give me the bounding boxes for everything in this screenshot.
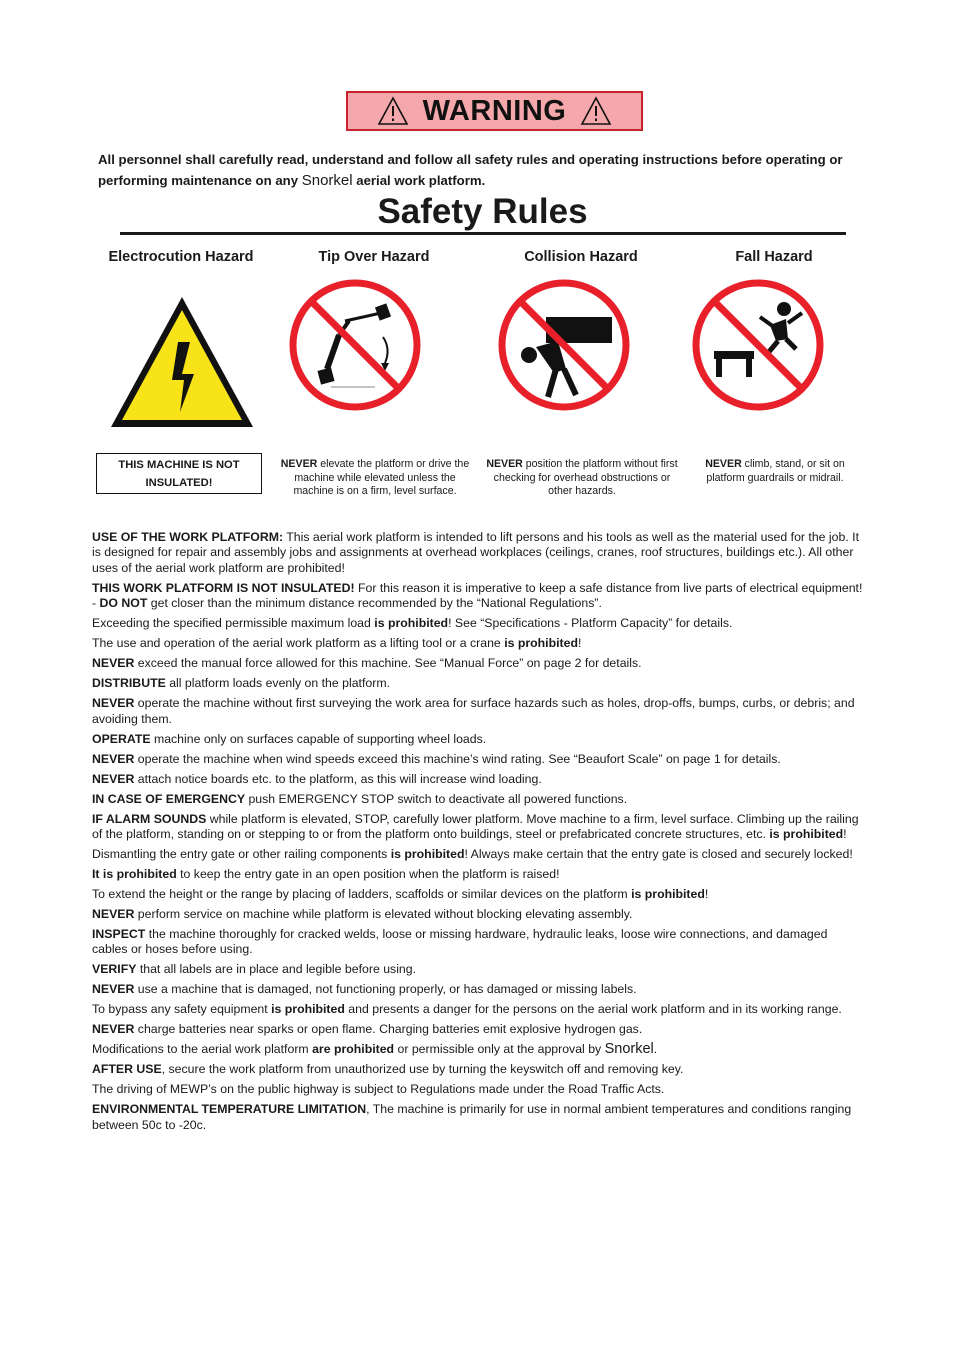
electrocution-warning-icon [108,294,256,430]
caption-text: climb, stand, or sit on platform guardrails or midrail. [706,458,845,484]
rule-item [92,1002,866,1017]
rule-item [92,530,866,576]
page-title: Safety Rules [377,192,588,231]
caption-collision [484,458,680,499]
rule-item [92,867,866,882]
rule-item [92,616,866,631]
rule-item [92,676,866,691]
rule-text: This aerial work platform is intended to lift persons and his tools as well as the material used for the job. It is designed for repair and assembly jobs and assignments at overhead workplaces (ceilings, cranes, roof structures, buildings etc.). All other uses of the aerial work platform are prohibited! [92,530,860,575]
caption-text: elevate the platform or drive the machine while elevated unless the machine is on a firm, level surface. [293,458,470,498]
warning-triangle-icon [377,96,409,126]
rule-text: attach notice boards etc. to the platform, as this will increase wind loading. [134,771,542,786]
fall-prohibited-icon [690,277,826,413]
rule-lead: VERIFY [92,962,137,977]
rule-text: . [653,1042,658,1057]
rule-text: For this reason it is imperative to keep a safe distance from live parts of electrical equipment! - [92,580,863,611]
rule-item [92,1022,866,1037]
rule-lead: NEVER [92,1022,135,1037]
intro-paragraph [98,149,858,191]
rule-text: operate the machine when wind speeds exceed this machine’s wind rating. See “Beaufort Scale” on page 1 for details. [134,751,781,766]
rule-item [92,847,866,862]
rule-text: To bypass any safety equipment [92,1002,272,1017]
caption-text: position the platform without first checking for overhead obstructions or other hazards. [493,458,678,498]
rule-text: ! [704,887,709,902]
rule-lead: OPERATE [92,731,151,746]
rule-text: and presents a danger for the persons on the aerial work platform and in its working range. [344,1002,842,1017]
rule-item [92,812,866,843]
rule-emphasis: DO NOT [99,596,148,611]
rule-lead: THIS WORK PLATFORM IS NOT INSULATED! [92,580,355,595]
caption-emphasis: NEVER [280,458,318,470]
rule-item [92,887,866,902]
rule-item [92,1082,866,1097]
rule-text: exceed the manual force allowed for this machine. See “Manual Force” on page 2 for details. [134,656,642,671]
rule-text: to keep the entry gate in an open position when the platform is raised! [176,867,560,882]
rule-item [92,696,866,727]
rule-lead: AFTER USE [92,1062,162,1077]
rule-text: get closer than the minimum distance recommended by the “National Regulations”. [147,596,602,611]
rule-text: all platform loads evenly on the platform. [165,676,390,691]
rule-lead: NEVER [92,751,135,766]
rule-item [92,927,866,958]
rule-lead: USE OF THE WORK PLATFORM: [92,530,284,544]
rule-text: machine only on surfaces capable of supporting wheel loads. [150,731,487,746]
safety-rules-list [92,530,866,1138]
not-insulated-notice: THIS MACHINE IS NOT INSULATED! [96,453,262,494]
rule-item [92,772,866,787]
rule-text: ! Always make certain that the entry gate is closed and securely locked! [464,847,853,862]
rule-item [92,1102,866,1133]
rule-item [92,656,866,671]
warning-banner [346,91,643,131]
caption-emphasis: NEVER [486,458,523,470]
rule-lead: It is prohibited [92,867,177,882]
rule-item [92,982,866,997]
rule-lead: NEVER [92,907,135,922]
rule-text: Modifications to the aerial work platform [92,1042,313,1057]
rule-text: ! [577,636,582,651]
rule-lead: IN CASE OF EMERGENCY [92,791,246,806]
rule-text: the machine thoroughly for cracked welds, loose or missing hardware, hydraulic leaks, loose wire connections, and damaged cables or hoses before using. [92,927,828,957]
caption-tip-over [278,458,472,499]
rule-text: operate the machine without first surveying the work area for surface hazards such as holes, drop-offs, bumps, curbs, or debris; and avoiding them. [92,696,855,726]
warning-label: WARNING [422,94,567,127]
rule-item [92,1062,866,1077]
rule-text: while platform is elevated, STOP, carefully lower platform. Move machine to a firm, level surface. Climbing up the railing of the platform, standing on or stepping to or from the platform onto buildings, steel or prefabricated concrete structures, etc. [92,811,859,842]
rule-item [92,1042,866,1057]
hazard-label-fall: Fall Hazard [735,249,813,265]
rule-lead: IF ALARM SOUNDS [92,811,207,826]
rule-text: , The machine is primarily for use in normal ambient temperatures and conditions ranging between 50c to -20c. [92,1102,852,1132]
hazard-label-collision: Collision Hazard [524,249,638,265]
tip-over-prohibited-icon [287,277,423,413]
title-divider [120,232,846,235]
warning-triangle-icon [580,96,612,126]
rule-lead: NEVER [92,771,135,786]
rule-text: or permissible only at the approval by [394,1042,605,1057]
intro-brand: Snorkel [301,172,353,189]
rule-lead: NEVER [92,982,135,997]
rule-lead: NEVER [92,656,135,671]
rule-text: that all labels are in place and legible before using. [136,962,417,977]
rule-text: ! See “Specifications - Platform Capacity” for details. [448,616,733,631]
rule-lead: DISTRIBUTE [92,676,166,691]
rule-lead: ENVIRONMENTAL TEMPERATURE LIMITATION [92,1102,367,1117]
rule-item [92,792,866,807]
rule-brand: Snorkel [604,1041,654,1058]
hazard-label-tip-over: Tip Over Hazard [318,249,430,265]
rule-emphasis: is prohibited [631,887,705,902]
caption-emphasis: NEVER [705,458,742,470]
rule-text: ! [843,827,847,842]
rule-emphasis: is prohibited [390,847,465,862]
rule-emphasis: is prohibited [374,616,449,631]
rule-item [92,907,866,922]
rule-lead: NEVER [92,696,135,711]
rule-text: The use and operation of the aerial work platform as a lifting tool or a crane [92,636,505,651]
hazard-label-electrocution: Electrocution Hazard [108,249,254,265]
rule-text: charge batteries near sparks or open flame. Charging batteries emit explosive hydrogen gas. [134,1022,643,1037]
caption-fall [694,458,856,485]
collision-prohibited-icon [496,277,632,413]
intro-text-end: aerial work platform. [352,173,486,188]
rule-item [92,636,866,651]
intro-text: All personnel shall carefully read, understand and follow all safety rules and operating instructions before operating or performing maintenance on any [98,152,843,188]
rule-text: perform service on machine while platform is elevated without blocking elevating assembly. [134,907,633,922]
rule-text: push EMERGENCY STOP switch to deactivate all powered functions. [245,791,628,806]
rule-emphasis: is prohibited [769,827,844,842]
rule-text: Exceeding the specified permissible maximum load [92,616,375,631]
rule-lead: INSPECT [92,927,146,942]
rule-item [92,752,866,767]
rule-item [92,581,866,612]
rule-text: , secure the work platform from unauthorized use by turning the keyswitch off and removing key. [161,1062,684,1077]
rule-item [92,732,866,747]
rule-emphasis: is prohibited [504,636,578,651]
rule-emphasis: is prohibited [271,1002,345,1017]
rule-item [92,962,866,977]
rule-text: use a machine that is damaged, not functioning properly, or has damaged or missing labels. [134,982,637,997]
rule-text: Dismantling the entry gate or other railing components [92,847,391,862]
rule-text: To extend the height or the range by placing of ladders, scaffolds or similar devices on the platform [92,887,632,902]
rule-text: The driving of MEWP’s on the public highway is subject to Regulations made under the Road Traffic Acts. [92,1082,665,1097]
rule-emphasis: are prohibited [312,1042,395,1057]
